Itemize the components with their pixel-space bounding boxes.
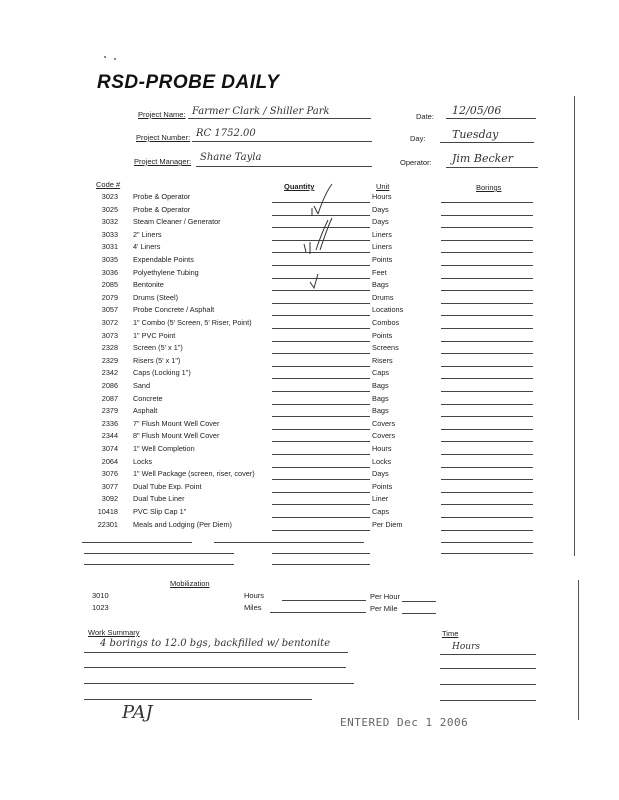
scan-speck xyxy=(104,56,106,58)
borings-field[interactable] xyxy=(441,366,533,367)
quantity-field[interactable] xyxy=(272,454,370,455)
borings-field[interactable] xyxy=(441,290,533,291)
item-code: 2328 xyxy=(101,343,118,353)
item-description: Bentonite xyxy=(133,280,164,290)
item-code: 3074 xyxy=(101,444,118,453)
mobilization-hours-code: 3010 xyxy=(92,591,109,600)
quantity-field[interactable] xyxy=(272,328,370,329)
item-unit: Caps xyxy=(372,507,390,516)
mobilization-miles-unit: Per Mile xyxy=(370,604,398,613)
table-row xyxy=(0,406,619,418)
borings-field[interactable] xyxy=(441,341,533,342)
item-description: Polyethylene Tubing xyxy=(133,267,199,277)
table-row xyxy=(0,343,619,355)
borings-field[interactable] xyxy=(441,328,533,329)
mobilization-label: Mobilization xyxy=(170,579,210,588)
time-line xyxy=(440,668,536,669)
blank-line xyxy=(84,553,234,554)
item-description: 2" Liners xyxy=(133,229,162,239)
item-unit: Per Diem xyxy=(372,519,403,529)
quantity-field[interactable] xyxy=(272,366,370,367)
borings-field[interactable] xyxy=(441,315,533,316)
quantity-field[interactable] xyxy=(272,416,370,417)
quantity-field[interactable] xyxy=(272,467,370,468)
item-description: 1" PVC Point xyxy=(133,330,176,340)
item-unit: Bags xyxy=(372,393,389,403)
entered-stamp: ENTERED Dec 1 2006 xyxy=(340,716,469,729)
item-code: 3035 xyxy=(101,255,118,264)
item-code: 2079 xyxy=(101,292,118,302)
quantity-field[interactable] xyxy=(272,303,370,304)
table-row xyxy=(0,381,619,393)
item-unit: Risers xyxy=(372,355,393,365)
item-code: 3057 xyxy=(101,305,118,315)
blank-line xyxy=(441,553,533,554)
borings-field[interactable] xyxy=(441,517,533,518)
item-code: 2087 xyxy=(101,393,118,403)
borings-header: Borings xyxy=(476,183,502,192)
item-code: 2086 xyxy=(101,381,118,390)
borings-field[interactable] xyxy=(441,227,533,228)
table-row xyxy=(0,394,619,406)
quantity-field[interactable] xyxy=(272,315,370,316)
item-description: 7" Flush Mount Well Cover xyxy=(133,418,220,428)
item-code: 2342 xyxy=(101,368,118,378)
table-row xyxy=(0,520,619,532)
borings-field[interactable] xyxy=(441,479,533,480)
form-title: RSD-PROBE DAILY xyxy=(97,72,280,93)
item-code: 2064 xyxy=(101,456,118,466)
blank-line xyxy=(214,542,364,543)
mobilization-miles-line[interactable] xyxy=(270,612,366,613)
work-summary-text[interactable]: 4 borings to 12.0 bgs, backfilled w/ bentonite xyxy=(100,638,331,649)
borings-field[interactable] xyxy=(441,265,533,266)
item-description: Locks xyxy=(133,456,153,466)
item-description: PVC Slip Cap 1" xyxy=(133,507,187,516)
item-code: 2085 xyxy=(101,280,118,290)
borings-field[interactable] xyxy=(441,441,533,442)
item-code: 3023 xyxy=(101,192,118,201)
borings-field[interactable] xyxy=(441,202,533,203)
borings-field[interactable] xyxy=(441,391,533,392)
unit-header: Unit xyxy=(376,182,390,191)
item-unit: Hours xyxy=(372,192,392,201)
quantity-handwriting xyxy=(296,178,366,298)
operator-line xyxy=(446,167,538,168)
item-code: 3077 xyxy=(101,481,118,491)
blank-line xyxy=(82,542,192,543)
item-code: 3031 xyxy=(101,242,118,252)
borings-field[interactable] xyxy=(441,454,533,455)
table-row xyxy=(0,419,619,431)
item-unit: Liners xyxy=(372,229,392,239)
table-row xyxy=(0,482,619,494)
item-code: 3025 xyxy=(101,204,118,214)
project-number-value[interactable]: RC 1752.00 xyxy=(196,128,256,139)
item-code: 10418 xyxy=(97,507,118,516)
project-manager-label: Project Manager: xyxy=(134,157,192,166)
item-description: Probe & Operator xyxy=(133,192,191,201)
quantity-field[interactable] xyxy=(272,429,370,430)
item-description: Expendable Points xyxy=(133,255,194,264)
borings-field[interactable] xyxy=(441,504,533,505)
item-unit: Days xyxy=(372,217,389,227)
item-description: Dual Tube Liner xyxy=(133,494,185,504)
borings-field[interactable] xyxy=(441,353,533,354)
item-unit: Covers xyxy=(372,418,396,428)
day-line xyxy=(440,142,534,143)
item-code: 2379 xyxy=(101,406,118,416)
initials-signature: PAJ xyxy=(122,702,153,723)
borings-field[interactable] xyxy=(441,378,533,379)
check-mark xyxy=(314,206,318,214)
item-description: Concrete xyxy=(133,393,163,403)
item-unit: Locks xyxy=(372,456,392,466)
item-description: 1" Well Package (screen, riser, cover) xyxy=(133,469,255,479)
work-summary-label: Work Summary xyxy=(88,628,140,637)
borings-field[interactable] xyxy=(441,492,533,493)
item-unit: Feet xyxy=(372,267,387,277)
table-row xyxy=(0,305,619,317)
item-unit: Points xyxy=(372,255,393,264)
operator-label: Operator: xyxy=(400,158,432,167)
item-unit: Screens xyxy=(372,343,399,353)
item-unit: Points xyxy=(372,481,393,491)
mobilization-hours-unit: Per Hour xyxy=(370,592,401,601)
day-value[interactable]: Tuesday xyxy=(452,128,499,141)
item-code: 3092 xyxy=(101,494,118,504)
table-row xyxy=(0,457,619,469)
item-description: Screen (5' x 1") xyxy=(133,343,183,353)
mobilization-miles-code: 1023 xyxy=(92,603,109,612)
item-unit: Liners xyxy=(372,242,392,252)
tally-mark xyxy=(304,242,310,254)
item-code: 3072 xyxy=(101,318,118,327)
item-code: 2344 xyxy=(101,431,118,441)
project-name-line xyxy=(188,118,371,119)
item-description: 4' Liners xyxy=(133,242,161,252)
table-row xyxy=(0,444,619,456)
item-unit: Bags xyxy=(372,381,389,390)
quantity-field[interactable] xyxy=(272,353,370,354)
item-description: Steam Cleaner / Generator xyxy=(133,217,221,227)
mobilization-hours-line[interactable] xyxy=(282,600,366,601)
borings-field[interactable] xyxy=(441,429,533,430)
date-label: Date: xyxy=(416,112,434,121)
blank-line xyxy=(441,542,533,543)
item-unit: Days xyxy=(372,469,389,479)
date-line xyxy=(446,118,536,119)
item-code: 3073 xyxy=(101,330,118,340)
item-unit: Covers xyxy=(372,431,396,441)
item-description: Caps (Locking 1") xyxy=(133,368,191,378)
mobilization-miles-label: Miles xyxy=(244,603,262,612)
item-description: 8" Flush Mount Well Cover xyxy=(133,431,220,441)
item-description: Sand xyxy=(133,381,151,390)
item-description: Drums (Steel) xyxy=(133,292,179,302)
blank-line xyxy=(272,553,370,554)
item-code: 3032 xyxy=(101,217,118,227)
date-value[interactable]: 12/05/06 xyxy=(452,104,502,117)
item-code: 2329 xyxy=(101,355,118,365)
day-label: Day: xyxy=(410,134,426,143)
item-code: 3033 xyxy=(101,229,118,239)
item-unit: Drums xyxy=(372,292,394,302)
quantity-field[interactable] xyxy=(272,530,370,531)
mobilization-miles-rate-line[interactable] xyxy=(402,613,436,614)
item-description: Dual Tube Exp. Point xyxy=(133,481,202,491)
project-number-label: Project Number: xyxy=(136,133,191,142)
blank-line xyxy=(84,564,234,565)
summary-line xyxy=(84,652,348,653)
table-row xyxy=(0,469,619,481)
quantity-field[interactable] xyxy=(272,479,370,480)
code-header: Code # xyxy=(96,180,121,189)
item-unit: Locations xyxy=(372,305,404,315)
project-name-value[interactable]: Farmer Clark / Shiller Park xyxy=(192,106,330,117)
quantity-field[interactable] xyxy=(272,517,370,518)
time-line xyxy=(440,700,536,701)
item-code: 3036 xyxy=(101,267,118,277)
check-mark xyxy=(310,274,318,288)
table-row xyxy=(0,507,619,519)
borings-field[interactable] xyxy=(441,278,533,279)
project-manager-value[interactable]: Shane Tayla xyxy=(200,152,262,163)
item-unit: Combos xyxy=(372,318,400,327)
scan-speck xyxy=(114,58,116,60)
quantity-field[interactable] xyxy=(272,341,370,342)
time-label: Time xyxy=(442,629,459,638)
item-unit: Days xyxy=(372,204,389,214)
item-unit: Bags xyxy=(372,406,389,416)
item-description: Asphalt xyxy=(133,406,158,416)
project-manager-line xyxy=(196,166,372,167)
item-unit: Hours xyxy=(372,444,392,453)
project-name-label: Project Name: xyxy=(138,110,186,119)
quantity-field[interactable] xyxy=(272,404,370,405)
borings-field[interactable] xyxy=(441,252,533,253)
borings-field[interactable] xyxy=(441,530,533,531)
item-description: 1" Well Completion xyxy=(133,444,195,453)
time-line xyxy=(440,684,536,685)
item-code: 3076 xyxy=(101,469,118,479)
time-value[interactable]: Hours xyxy=(452,642,480,652)
summary-line xyxy=(84,699,312,700)
item-unit: Bags xyxy=(372,280,389,290)
project-number-line xyxy=(192,141,372,142)
quantity-field[interactable] xyxy=(272,441,370,442)
borings-field[interactable] xyxy=(441,240,533,241)
blank-line xyxy=(272,564,370,565)
item-unit: Liner xyxy=(372,494,389,504)
quantity-field[interactable] xyxy=(272,492,370,493)
summary-line xyxy=(84,667,346,668)
borings-field[interactable] xyxy=(441,215,533,216)
check-mark xyxy=(318,184,332,214)
table-row xyxy=(0,494,619,506)
quantity-field[interactable] xyxy=(272,391,370,392)
mobilization-hours-rate-line[interactable] xyxy=(402,601,436,602)
mobilization-hours-label: Hours xyxy=(244,591,265,600)
quantity-field[interactable] xyxy=(272,504,370,505)
quantity-header: Quantity xyxy=(284,182,315,191)
item-unit: Points xyxy=(372,330,393,340)
table-row xyxy=(0,331,619,343)
borings-field[interactable] xyxy=(441,303,533,304)
item-code: 2336 xyxy=(101,418,118,428)
borings-field[interactable] xyxy=(441,467,533,468)
table-row xyxy=(0,431,619,443)
borings-field[interactable] xyxy=(441,416,533,417)
operator-value[interactable]: Jim Becker xyxy=(452,152,514,165)
item-code: 22301 xyxy=(97,519,118,529)
table-row xyxy=(0,318,619,330)
item-unit: Caps xyxy=(372,368,390,378)
item-description: Probe Concrete / Asphalt xyxy=(133,305,215,315)
item-description: 1" Combo (5' Screen, 5' Riser, Point) xyxy=(133,318,252,327)
quantity-field[interactable] xyxy=(272,378,370,379)
item-description: Meals and Lodging (Per Diem) xyxy=(133,519,232,529)
table-row xyxy=(0,356,619,368)
item-description: Probe & Operator xyxy=(133,204,191,214)
borings-field[interactable] xyxy=(441,404,533,405)
time-line xyxy=(440,654,536,655)
summary-line xyxy=(84,683,354,684)
item-description: Risers (5' x 1") xyxy=(133,355,181,365)
table-row xyxy=(0,368,619,380)
scan-edge-bar xyxy=(578,580,579,720)
